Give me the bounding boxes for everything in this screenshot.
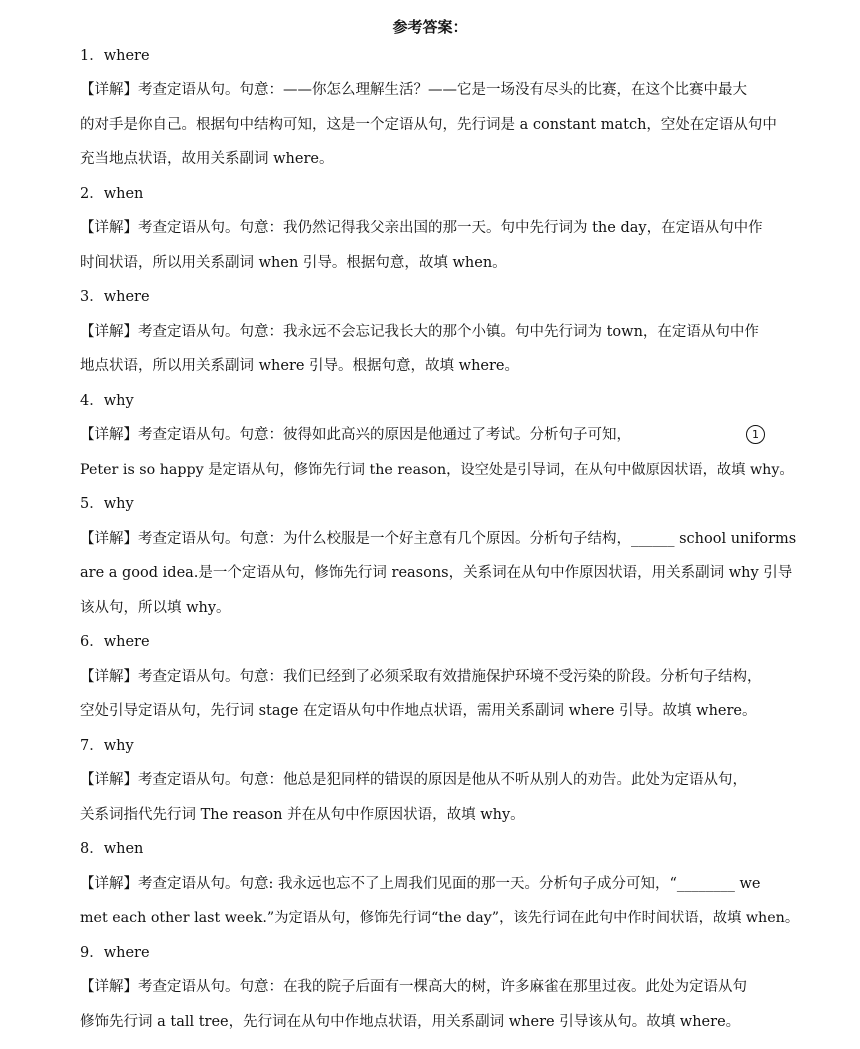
explanation-9-line-2: 修饰先行词 a tall tree，先行词在从句中作地点状语，用关系副词 where 引导该从句。故填 where。 bbox=[80, 1014, 741, 1030]
answer-2: 2．when bbox=[80, 186, 144, 202]
explanation-7-line-2: 关系词指代先行词 The reason 并在从句中作原因状语，故填 why。 bbox=[80, 807, 525, 823]
answer-5: 5．why bbox=[80, 496, 134, 512]
explanation-3-line-1: 【详解】考查定语从句。句意：我永远不会忘记我长大的那个小镇。句中先行词为 town，在定语从句中作 bbox=[80, 324, 759, 340]
answer-1: 1．where bbox=[80, 48, 150, 64]
explanation-6-line-1: 【详解】考查定语从句。句意：我们已经到了必须采取有效措施保护环境不受污染的阶段。分析句子结构， bbox=[80, 669, 762, 685]
answer-9: 9．where bbox=[80, 945, 150, 961]
explanation-5-line-2: are a good idea.是一个定语从句，修饰先行词 reasons，关系词在从句中作原因状语，用关系副词 why 引导 bbox=[80, 565, 793, 581]
explanation-1-line-1: 【详解】考查定语从句。句意：——你怎么理解生活？——它是一场没有尽头的比赛，在这个比赛中最大 bbox=[80, 82, 747, 98]
answer-3: 3．where bbox=[80, 289, 150, 305]
answer-7: 7．why bbox=[80, 738, 134, 754]
explanation-4-line-1: 【详解】考查定语从句。句意：彼得如此高兴的原因是他通过了考试。分析句子可知， bbox=[80, 427, 631, 443]
explanation-9-line-1: 【详解】考查定语从句。句意：在我的院子后面有一棵高大的树，许多麻雀在那里过夜。此处为定语从句 bbox=[80, 979, 747, 995]
answer-6: 6．where bbox=[80, 634, 150, 650]
explanation-7-line-1: 【详解】考查定语从句。句意：他总是犯同样的错误的原因是他从不听从别人的劝告。此处为定语从句， bbox=[80, 772, 747, 788]
explanation-8-line-1: 【详解】考查定语从句。句意: 我永远也忘不了上周我们见面的那一天。分析句子成分可知，“________ we bbox=[80, 876, 761, 892]
answer-4: 4．why bbox=[80, 393, 134, 409]
explanation-5-line-3: 该从句，所以填 why。 bbox=[80, 600, 231, 616]
explanation-2-line-2: 时间状语，所以用关系副词 when 引导。根据句意，故填 when。 bbox=[80, 255, 507, 271]
explanation-5-line-1: 【详解】考查定语从句。句意：为什么校服是一个好主意有几个原因。分析句子结构，______ school uniforms bbox=[80, 531, 797, 547]
explanation-1-line-2: 的对手是你自己。根据句中结构可知，这是一个定语从句，先行词是 a constant match，空处在定语从句中 bbox=[80, 117, 777, 133]
explanation-2-line-1: 【详解】考查定语从句。句意：我仍然记得我父亲出国的那一天。句中先行词为 the day，在定语从句中作 bbox=[80, 220, 763, 236]
explanation-1-line-3: 充当地点状语，故用关系副词 where。 bbox=[80, 151, 334, 167]
explanation-6-line-2: 空处引导定语从句，先行词 stage 在定语从句中作地点状语，需用关系副词 where 引导。故填 where。 bbox=[80, 703, 757, 719]
circled-number-marker: 1 bbox=[746, 425, 765, 444]
explanation-8-line-2: met each other last week.”为定语从句，修饰先行词“the day”，该先行词在此句中作时间状语，故填 when。 bbox=[80, 910, 800, 926]
answer-8: 8．when bbox=[80, 841, 144, 857]
page-title: 参考答案： bbox=[392, 18, 468, 36]
explanation-3-line-2: 地点状语，所以用关系副词 where 引导。根据句意，故填 where。 bbox=[80, 358, 520, 374]
explanation-4-line-2: Peter is so happy 是定语从句，修饰先行词 the reason，设空处是引导词，在从句中做原因状语，故填 why。 bbox=[80, 462, 794, 478]
